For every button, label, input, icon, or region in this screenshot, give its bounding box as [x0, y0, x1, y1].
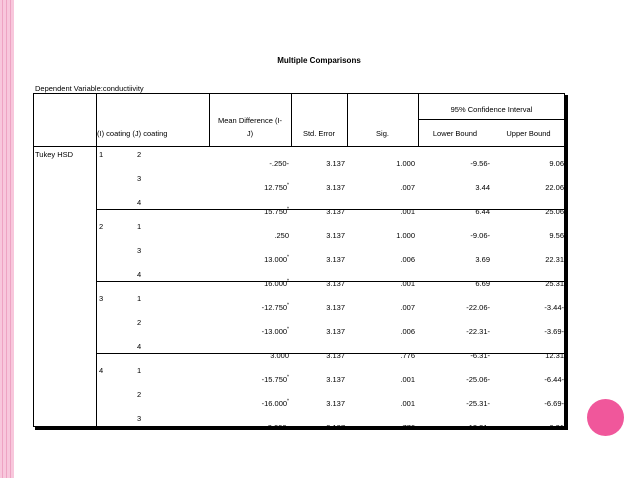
- mean-diff-header-line2: J): [246, 129, 254, 138]
- header-bottom-line: [33, 146, 565, 147]
- lower-bound-cell: -6.31-: [470, 351, 490, 360]
- sig-cell: .007: [400, 183, 415, 192]
- sig-header: Sig.: [376, 129, 389, 138]
- mean-difference-value: -3.000-: [265, 423, 289, 432]
- j-coating-cell: 1: [137, 366, 142, 375]
- mean-difference-value: -12.750: [261, 303, 288, 312]
- i-coating-cell: 2: [99, 222, 104, 231]
- upper-bound-cell: 25.06: [545, 207, 564, 216]
- sig-cell: 1.000: [396, 159, 415, 168]
- header-divider: [291, 93, 292, 146]
- table-title: Multiple Comparisons: [277, 56, 361, 65]
- lower-bound-cell: -12.31-: [466, 423, 490, 432]
- sig-cell: .776: [400, 423, 415, 432]
- i-coating-cell: 3: [99, 294, 104, 303]
- lower-bound-cell: -22.06-: [466, 303, 490, 312]
- j-coating-cell: 2: [137, 318, 142, 327]
- mean-difference-value: .250: [274, 231, 289, 240]
- table-shadow-right: [565, 95, 568, 430]
- sig-cell: .001: [400, 207, 415, 216]
- lower-bound-cell: -9.06-: [470, 231, 490, 240]
- method-label: Tukey HSD: [35, 150, 74, 159]
- ci-header-underline: [418, 119, 565, 120]
- mean-difference-cell: [209, 255, 289, 264]
- std-error-cell: 3.137: [326, 351, 345, 360]
- upper-bound-cell: -6.44-: [544, 375, 564, 384]
- significance-star: *: [287, 278, 289, 285]
- j-coating-cell: 3: [137, 414, 142, 423]
- mean-difference-cell: [209, 183, 289, 192]
- std-error-cell: 3.137: [326, 327, 345, 336]
- lower-bound-cell: -22.31-: [466, 327, 490, 336]
- mean-difference-value: 13.000: [264, 255, 288, 264]
- lower-bound-cell: -25.31-: [466, 399, 490, 408]
- significance-star: *: [287, 326, 289, 333]
- lower-bound-cell: 3.69: [475, 255, 490, 264]
- upper-bound-header: Upper Bound: [506, 129, 551, 138]
- significance-star: *: [287, 302, 289, 309]
- decorative-circle: [587, 399, 624, 436]
- significance-star: *: [287, 374, 289, 381]
- sig-cell: .007: [400, 303, 415, 312]
- mean-difference-cell: [209, 327, 289, 336]
- upper-bound-cell: -3.69-: [544, 327, 564, 336]
- upper-bound-cell: 22.31: [545, 255, 564, 264]
- mean-difference-cell: [209, 351, 289, 360]
- std-error-cell: 3.137: [326, 279, 345, 288]
- multiple-comparisons-table: [33, 93, 568, 430]
- sig-cell: .001: [400, 375, 415, 384]
- mean-difference-cell: [209, 279, 289, 288]
- j-coating-cell: 2: [137, 150, 142, 159]
- i-coating-cell: 4: [99, 366, 104, 375]
- mean-difference-value: 3.000: [270, 351, 289, 360]
- upper-bound-cell: -6.69-: [544, 399, 564, 408]
- mean-difference-value: 16.000: [264, 279, 288, 288]
- std-error-cell: 3.137: [326, 159, 345, 168]
- j-coating-cell: 3: [137, 246, 142, 255]
- mean-difference-cell: [209, 207, 289, 216]
- mean-difference-value: 12.750: [264, 183, 288, 192]
- mean-difference-cell: [209, 303, 289, 312]
- mean-difference-cell: [209, 399, 289, 408]
- significance-star: *: [287, 398, 289, 405]
- mean-difference-cell: [209, 231, 289, 240]
- lower-bound-cell: -25.06-: [466, 375, 490, 384]
- upper-bound-cell: 9.56: [549, 231, 564, 240]
- upper-bound-cell: 22.06: [545, 183, 564, 192]
- j-coating-cell: 2: [137, 390, 142, 399]
- border-stripe: [2, 0, 3, 478]
- lower-bound-cell: 6.44: [475, 207, 490, 216]
- j-coating-cell: 4: [137, 270, 142, 279]
- mean-difference-cell: [209, 375, 289, 384]
- j-coating-cell: 1: [137, 294, 142, 303]
- upper-bound-cell: 9.06: [549, 159, 564, 168]
- std-error-cell: 3.137: [326, 255, 345, 264]
- mean-difference-value: -.250-: [269, 159, 289, 168]
- std-error-cell: 3.137: [326, 399, 345, 408]
- dependent-variable-label: Dependent Variable:conductiivity: [35, 84, 144, 93]
- header-divider: [347, 93, 348, 146]
- upper-bound-cell: 12.31: [545, 351, 564, 360]
- sig-cell: .006: [400, 327, 415, 336]
- sig-cell: .776: [400, 351, 415, 360]
- upper-bound-cell: -3.44-: [544, 303, 564, 312]
- std-error-cell: 3.137: [326, 423, 345, 432]
- significance-star: *: [287, 206, 289, 213]
- mean-diff-header-line1: Mean Difference (I-: [217, 116, 283, 125]
- border-stripe: [10, 0, 11, 478]
- std-error-cell: 3.137: [326, 231, 345, 240]
- std-error-header: Std. Error: [302, 129, 336, 138]
- mean-difference-value: -15.750: [261, 375, 288, 384]
- upper-bound-cell: 6.31: [549, 423, 564, 432]
- std-error-cell: 3.137: [326, 207, 345, 216]
- sig-cell: .001: [400, 399, 415, 408]
- border-stripe: [6, 0, 7, 478]
- j-coating-cell: 4: [137, 198, 142, 207]
- sig-cell: 1.000: [396, 231, 415, 240]
- mean-difference-cell: [209, 159, 289, 168]
- j-coating-cell: 4: [137, 342, 142, 351]
- ci-group-header: 95% Confidence Interval: [450, 105, 533, 114]
- left-decorative-border: [0, 0, 14, 478]
- lower-bound-cell: 3.44: [475, 183, 490, 192]
- mean-difference-value: -16.000: [261, 399, 288, 408]
- sig-cell: .001: [400, 279, 415, 288]
- mean-difference-cell: [209, 423, 289, 432]
- significance-star: *: [287, 182, 289, 189]
- mean-difference-value: 15.750: [264, 207, 288, 216]
- upper-bound-cell: 25.31: [545, 279, 564, 288]
- sig-cell: .006: [400, 255, 415, 264]
- mean-difference-value: -13.000: [261, 327, 288, 336]
- lower-bound-cell: 6.69: [475, 279, 490, 288]
- j-coating-cell: 1: [137, 222, 142, 231]
- method-column-divider: [96, 93, 97, 427]
- j-coating-cell: 3: [137, 174, 142, 183]
- lower-bound-header: Lower Bound: [432, 129, 478, 138]
- std-error-cell: 3.137: [326, 303, 345, 312]
- coating-header: (I) coating (J) coating: [97, 129, 168, 138]
- i-coating-cell: 1: [99, 150, 104, 159]
- std-error-cell: 3.137: [326, 183, 345, 192]
- significance-star: *: [287, 254, 289, 261]
- lower-bound-cell: -9.56-: [470, 159, 490, 168]
- std-error-cell: 3.137: [326, 375, 345, 384]
